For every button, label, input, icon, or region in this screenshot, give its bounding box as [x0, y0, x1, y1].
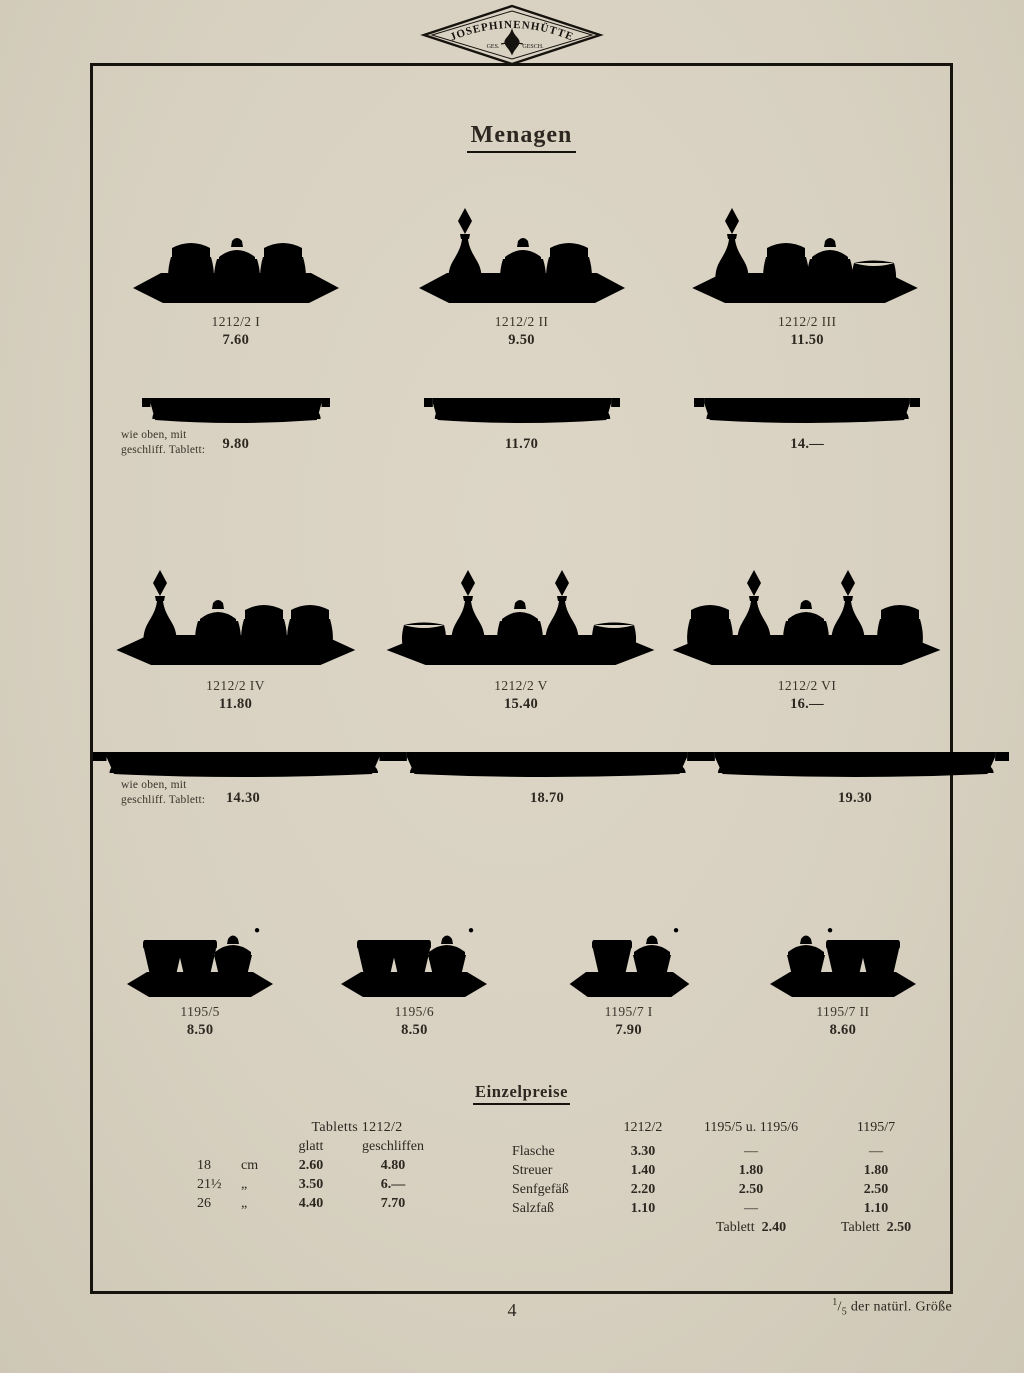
- cruet-set-1195-6-illustration: [329, 888, 499, 1000]
- table-footer-row: [508, 1219, 928, 1238]
- tablett-illustration: [694, 390, 920, 426]
- tablett-note: wie oben, mit geschliff. Tablett:: [121, 429, 206, 456]
- set-code: 1212/2 I: [211, 314, 261, 329]
- col-header-geschliffen: geschliffen: [362, 1138, 424, 1154]
- col-header-1195-7: 1195/7: [856, 1119, 896, 1135]
- tabletts-price-table: [193, 1118, 439, 1213]
- page-title: Menagen: [467, 122, 577, 153]
- items-price-table: [508, 1118, 928, 1238]
- tablett-col: [393, 734, 701, 807]
- set-code: 1195/7 I: [604, 1004, 653, 1019]
- sets-row-1: [93, 178, 950, 349]
- col-header-1212-2: 1212/2: [623, 1119, 663, 1135]
- set-code: 1212/2 III: [777, 314, 837, 329]
- set-1212-2-VI: [664, 528, 950, 713]
- tablett-illustration: [93, 744, 393, 780]
- tablett-illustration: [701, 744, 1009, 780]
- table-row: 21½ „ 3.50 6.—: [197, 1176, 406, 1192]
- set-price: 7.90: [615, 1022, 642, 1038]
- cruet-set-1195-7-I-illustration: [554, 888, 704, 1000]
- set-1195-7-II: [736, 892, 950, 1039]
- tablett-col: [379, 384, 665, 453]
- set-code: 1212/2 V: [494, 678, 548, 693]
- josephinenhuette-logo: [417, 4, 607, 66]
- cruet-set-1195-5-illustration: [115, 888, 285, 1000]
- tabletts-row-1: [93, 384, 950, 453]
- set-price: 8.50: [186, 1022, 214, 1038]
- tabletts-table-title: Tabletts 1212/2: [311, 1119, 403, 1135]
- set-price: 16.—: [790, 696, 824, 712]
- set-code: 1195/6: [394, 1004, 435, 1019]
- tablett-col: [701, 734, 1009, 807]
- tablett-col: [93, 384, 379, 453]
- set-price: 7.60: [222, 332, 250, 348]
- tablett-col: [93, 734, 393, 807]
- set-price: 11.80: [218, 696, 253, 712]
- tablett-col: [664, 384, 950, 453]
- col-header-glatt: glatt: [298, 1138, 324, 1154]
- set-1212-2-IV: [93, 528, 378, 713]
- set-code: 1212/2 II: [494, 314, 549, 329]
- cruet-set-1212-2-I-illustration: [121, 182, 351, 310]
- tablett-footer-label: Tablett: [840, 1220, 880, 1235]
- set-code: 1212/2 IV: [206, 678, 265, 693]
- logo-area: [0, 4, 1024, 66]
- logo-text: JOSEPHINENHÜTTE: [448, 18, 576, 44]
- set-price: 15.40: [503, 696, 539, 712]
- tablett-footer-price: 2.40: [761, 1220, 787, 1235]
- scale-note: $^1/_5$ der natürl. Größe: [832, 1297, 952, 1318]
- tablett-price: 14.—: [790, 436, 825, 452]
- set-1212-2-III: [664, 178, 950, 349]
- sets-row-2: [93, 528, 950, 713]
- tablett-footer-price: 2.50: [886, 1220, 912, 1235]
- logo-ges: GES.: [486, 44, 500, 50]
- set-1212-2-II: [379, 178, 665, 349]
- tablett-price: 14.30: [225, 790, 261, 806]
- table-row: Salzfaß 1.10 — 1.10: [512, 1201, 889, 1216]
- set-price: 11.50: [790, 332, 824, 348]
- tablett-price: 9.80: [222, 436, 250, 452]
- set-1212-2-V: [378, 528, 664, 713]
- tablett-price: 19.30: [837, 790, 873, 806]
- col-header-1195-5-6: 1195/5 u. 1195/6: [703, 1119, 799, 1135]
- tablett-price: 18.70: [529, 790, 565, 806]
- table-row: 26 „ 4.40 7.70: [197, 1195, 406, 1211]
- set-price: 9.50: [508, 332, 535, 348]
- set-1195-5: [93, 892, 307, 1039]
- cruet-set-1212-2-II-illustration: [407, 170, 637, 310]
- page-frame: [90, 63, 953, 1294]
- logo-gesch: GESCH.: [522, 44, 544, 50]
- table-row: Flasche 3.30 — —: [512, 1144, 883, 1159]
- einzelpreise-heading: Einzelpreise: [473, 1082, 570, 1105]
- set-1195-7-I: [522, 892, 736, 1039]
- tabletts-row-2: [93, 734, 950, 807]
- cruet-set-1212-2-VI-illustration: [664, 524, 950, 674]
- tablett-footer-label: Tablett: [715, 1220, 755, 1235]
- tablett-note: wie oben, mit geschliff. Tablett:: [121, 779, 206, 806]
- tablett-illustration: [393, 744, 701, 780]
- cruet-set-1212-2-V-illustration: [378, 524, 664, 674]
- cruet-set-1212-2-III-illustration: [682, 170, 932, 310]
- tablett-price: 11.70: [504, 436, 539, 452]
- table-row: Streuer 1.40 1.80 1.80: [512, 1163, 889, 1178]
- set-1212-2-I: [93, 178, 379, 349]
- table-row: 18 cm 2.60 4.80: [197, 1157, 406, 1173]
- set-price: 8.60: [829, 1022, 857, 1038]
- cruet-set-1212-2-IV-illustration: [106, 528, 366, 674]
- page-number: 4: [507, 1300, 517, 1320]
- set-code: 1212/2 VI: [777, 678, 837, 693]
- table-row: Senfgefäß 2.20 2.50 2.50: [512, 1182, 889, 1197]
- tablett-illustration: [424, 390, 620, 426]
- cruet-set-1195-7-II-illustration: [758, 888, 928, 1000]
- set-1195-6: [307, 892, 521, 1039]
- set-code: 1195/7 II: [816, 1004, 870, 1019]
- set-price: 8.50: [401, 1022, 428, 1038]
- sets-row-3: [93, 892, 950, 1039]
- set-code: 1195/5: [180, 1004, 220, 1019]
- tablett-illustration: [142, 390, 330, 426]
